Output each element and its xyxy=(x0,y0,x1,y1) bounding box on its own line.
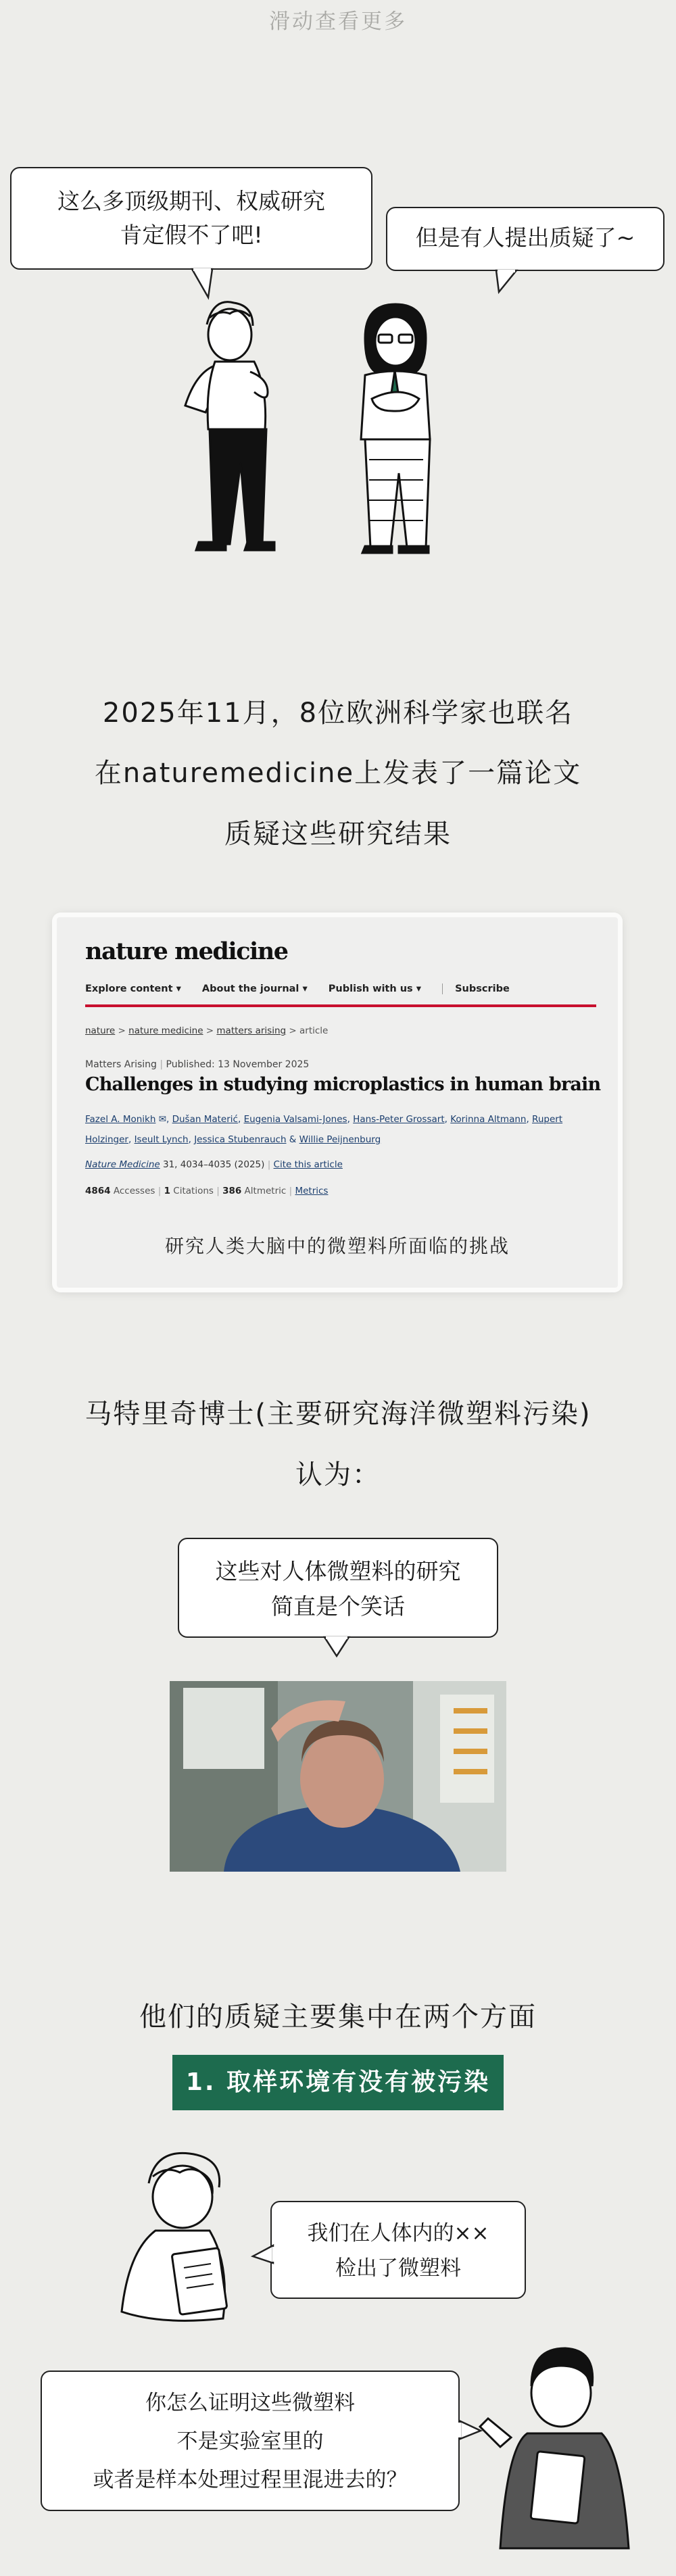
scientist-photo-illustration xyxy=(170,1681,506,1872)
citation-line: Nature Medicine 31, 4034–4035 (2025) | Cite this article xyxy=(85,1159,343,1170)
scroll-hint: 滑动查看更多 xyxy=(269,9,407,34)
citation-journal[interactable]: Nature Medicine xyxy=(85,1159,160,1170)
author-list: Fazel A. Monikh ✉, Dušan Materić, Eugenia Valsami-Jones, Hans-Peter Grossart, Korinna Altmann, Rupert Holzinger, Iseult Lynch, Jessica Stubenrauch & Willie Peijnenburg xyxy=(85,1114,563,1145)
paragraph-line: 在naturemedicine上发表了一篇论文 xyxy=(94,758,582,789)
paragraph-line: 认为： xyxy=(295,1459,381,1490)
bubble-line: 这么多顶级期刊、权威研究 xyxy=(57,188,325,214)
author-link[interactable]: Iseult Lynch xyxy=(134,1134,189,1145)
speech-bubble-left xyxy=(10,167,372,270)
breadcrumb-link[interactable]: matters arising xyxy=(216,1025,287,1036)
journal-logo: nature medicine xyxy=(85,938,288,965)
altmetric-count: 386 xyxy=(222,1186,242,1196)
nav-item-subscribe[interactable]: Subscribe xyxy=(442,983,510,994)
published-date: Published: 13 November 2025 xyxy=(166,1059,310,1070)
bubble-tail xyxy=(493,269,527,296)
author-link[interactable]: Eugenia Valsami-Jones xyxy=(243,1114,347,1125)
author-link[interactable]: Korinna Altmann xyxy=(450,1114,527,1125)
cite-this-article-link[interactable]: Cite this article xyxy=(273,1159,343,1170)
breadcrumb-link[interactable]: nature xyxy=(85,1025,116,1036)
bubble-line: 或者是样本处理过程里混进去的？ xyxy=(93,2468,408,2492)
bubble-line: 你怎么证明这些微塑料 xyxy=(145,2391,355,2415)
altmetric-label: Altmetric xyxy=(244,1186,287,1196)
bubble-tail xyxy=(189,268,230,301)
article-caption: 研究人类大脑中的微塑料所面临的挑战 xyxy=(164,1235,510,1257)
bubble-line: 简直是个笑话 xyxy=(271,1593,405,1620)
quote-bubble xyxy=(178,1538,498,1638)
author-link[interactable]: Fazel A. Monikh xyxy=(85,1114,156,1125)
citations-label: Citations xyxy=(173,1186,214,1196)
bubble-tail xyxy=(250,2243,277,2270)
breadcrumb-current: article xyxy=(299,1025,329,1036)
author-link[interactable]: Rupert Holzinger xyxy=(85,1114,563,1145)
nav-item-explore[interactable]: Explore content ▾ xyxy=(85,983,181,994)
speech-bubble-right xyxy=(386,207,665,271)
nav-divider xyxy=(85,1004,596,1007)
comic-questioner-right-illustration xyxy=(473,2339,642,2555)
bubble-line: 但是有人提出质疑了~ xyxy=(415,224,635,251)
paragraph-line: 质疑这些研究结果 xyxy=(224,819,452,850)
bubble-line: 不是实验室里的 xyxy=(176,2429,324,2454)
breadcrumb: nature > nature medicine > matters arising > article xyxy=(85,1025,329,1036)
article-meta: Matters Arising | Published: 13 November 2025 xyxy=(85,1059,310,1070)
bubble-tail xyxy=(323,1636,357,1663)
article-screenshot-card xyxy=(57,917,618,1288)
metrics-link[interactable]: Metrics xyxy=(295,1186,329,1196)
comic-characters-illustration xyxy=(162,297,473,561)
scientist-photo xyxy=(170,1681,506,1872)
bubble-line: 这些对人体微塑料的研究 xyxy=(215,1558,461,1584)
mail-icon: ✉ xyxy=(155,1114,167,1125)
bubble-line: 肯定假不了吧! xyxy=(120,222,263,248)
bubble-line: 检出了微塑料 xyxy=(335,2256,461,2281)
point-banner: 1. 取样环境有没有被污染 xyxy=(172,2055,504,2110)
author-link[interactable]: Jessica Stubenrauch xyxy=(194,1134,287,1145)
journal-nav xyxy=(85,983,527,994)
article-title: Challenges in studying microplastics in human brain xyxy=(85,1074,601,1095)
speech-bubble-claim xyxy=(270,2201,526,2299)
paragraph-line: 他们的质疑主要集中在两个方面 xyxy=(139,2001,537,2033)
article-type: Matters Arising xyxy=(85,1059,157,1070)
accesses-count: 4864 xyxy=(85,1186,111,1196)
citation-detail: 31, 4034–4035 (2025) xyxy=(162,1159,265,1170)
accesses-label: Accesses xyxy=(113,1186,155,1196)
paragraph-line: 马特里奇博士(主要研究海洋微塑料污染) xyxy=(84,1399,592,1430)
nav-item-about[interactable]: About the journal ▾ xyxy=(201,983,308,994)
paragraph-line: 2025年11月，8位欧洲科学家也联名 xyxy=(102,698,574,729)
article-metrics: 4864 Accesses | 1 Citations | 386 Altmetric | Metrics xyxy=(85,1186,329,1196)
nav-item-publish[interactable]: Publish with us ▾ xyxy=(328,983,422,994)
citations-count: 1 xyxy=(164,1186,170,1196)
author-link[interactable]: Willie Peijnenburg xyxy=(299,1134,381,1145)
author-link[interactable]: Dušan Materić xyxy=(172,1114,238,1125)
bubble-line: 我们在人体内的×× xyxy=(307,2221,489,2245)
speech-bubble-question xyxy=(41,2371,460,2511)
breadcrumb-link[interactable]: nature medicine xyxy=(128,1025,203,1036)
author-link[interactable]: Hans-Peter Grossart xyxy=(353,1114,445,1125)
